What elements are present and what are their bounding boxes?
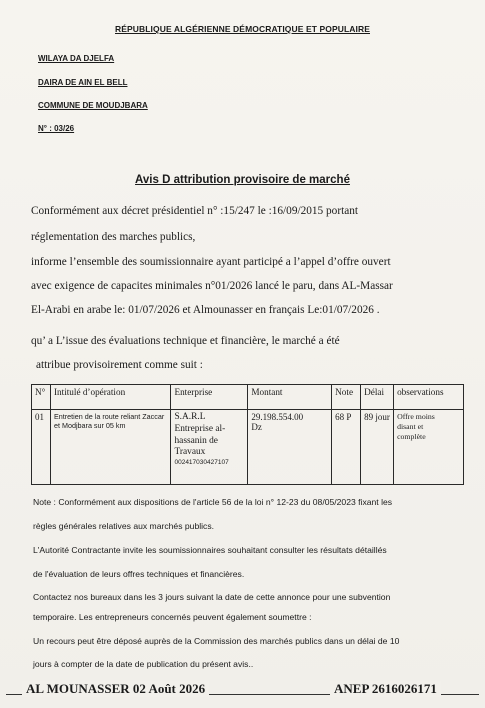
table-row [32,410,464,485]
note-line-1: Note : Conformément aux dispositions de l'article 56 de la loi n° 12-23 du 08/05/2023 fixant les [33,497,393,507]
enterprise-line-1: S.A.R.L [174,412,206,422]
table-header-row [32,385,464,410]
amount-line-1: 29.198.554.00 [251,412,304,422]
body-line-6: qu’ a L’issue des évaluations technique et financière, le marché a été [31,335,340,347]
note-line-3: L'Autorité Contractante invite les soumissionnaires souhaitant consulter les résultats détaillés [33,545,387,555]
cell-number: 01 [32,410,51,485]
cell-delay: 89 jour [361,410,394,485]
republic-heading: RÉPUBLIQUE ALGÉRIENNE DÉMOCRATIQUE ET POPULAIRE [115,24,370,34]
cell-amount [248,410,332,485]
body-line-7: attribue provisoirement comme suit : [36,359,203,371]
enterprise-line-2: Entreprise al- [174,423,226,434]
cell-enterprise [171,410,248,485]
cell-note: 68 P [332,410,361,485]
obs-line-3: complète [397,432,426,442]
body-line-1: Conformément aux décret présidentiel n° :15/247 le :16/09/2015 portant [31,205,359,217]
notice-title: Avis D attribution provisoire de marché [135,174,350,186]
body-line-2: réglementation des marches publics, [31,231,196,243]
enterprise-id: 002417030427107 [174,459,229,466]
commune-label: COMMUNE DE MOUDJBARA [38,101,148,110]
wilaya-label: WILAYA DA DJELFA [38,54,115,63]
col-header-operation: Intitulé d’opération [50,385,170,410]
obs-line-1: Offre moins [397,412,435,421]
obs-line-2: disant et [397,422,424,432]
col-header-amount: Montant [248,385,332,410]
notice-number: N° : 03/26 [38,124,75,133]
note-line-5: Contactez nos bureaux dans les 3 jours suivant la date de cette annonce pour une subvention [33,592,391,602]
note-line-7: Un recours peut être déposé auprès de la Commission des marchés publics dans un délai de 10 [33,636,400,646]
cell-operation: Entretien de la route reliant Zaccar et Modjbara sur 05 km [50,410,170,485]
body-line-4: avec exigence de capacites minimales n°01/2026 lancé le paru, dans AL-Massar [31,280,393,292]
footer-anep-reference: ANEP 2616026171 [330,681,441,697]
note-line-6: temporaire. Les entrepreneurs concernés peuvent également soumettre : [33,612,312,622]
enterprise-line-4: Travaux [174,447,206,458]
col-header-observations: observations [394,385,464,410]
col-header-enterprise: Enterprise [171,385,248,410]
note-line-8: jours à compter de la date de publication du présent avis.. [33,659,254,669]
footer-publication-date: AL MOUNASSER 02 Août 2026 [22,681,209,697]
amount-line-2: Dz [251,422,262,432]
note-line-4: de l'évaluation de leurs offres techniques et financières. [33,569,245,579]
note-line-2: règles générales relatives aux marchés publics. [33,521,215,531]
col-header-note: Note [332,385,361,410]
daira-label: DAIRA DE AIN EL BELL [38,78,128,87]
enterprise-line-3: hassanin de [174,435,218,446]
award-table [31,384,464,485]
cell-observations [394,410,464,485]
col-header-number: N° [32,385,51,410]
body-line-3: informe l’ensemble des soumissionnaire ayant participé a l’appel d’offre ouvert [31,256,391,268]
col-header-delay: Délai [361,385,394,410]
body-line-5: El-Arabi en arabe le: 01/07/2026 et Almounasser en français Le:01/07/2026 . [31,304,380,316]
